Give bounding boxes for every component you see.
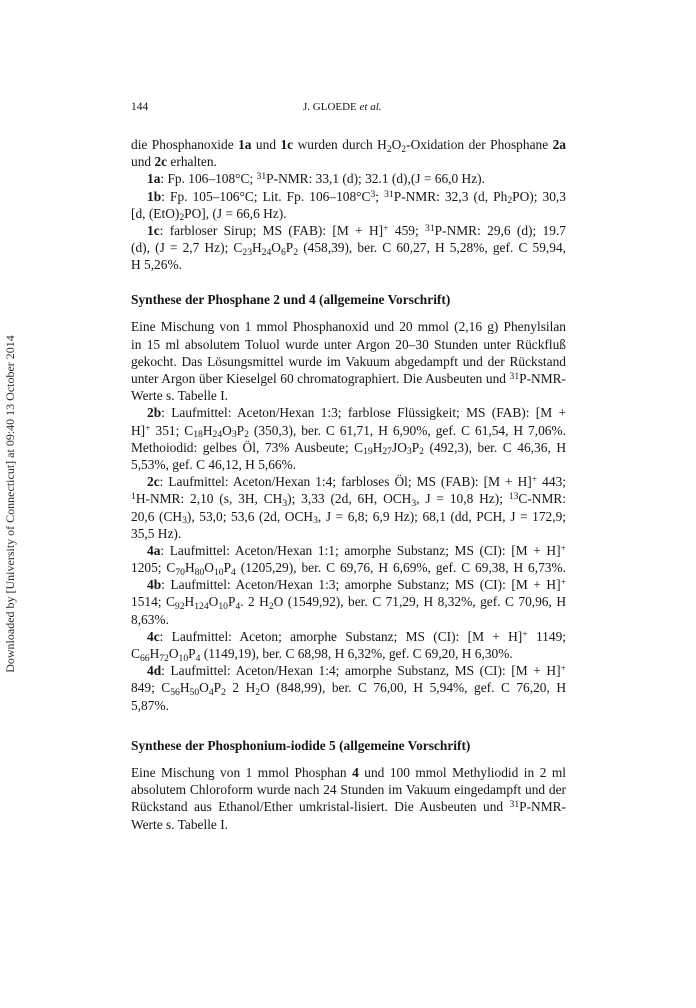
superscript: 31 (256, 171, 267, 183)
text-run: O (204, 560, 214, 576)
text-line (131, 508, 566, 525)
subscript: 3 (406, 446, 412, 458)
subscript: 4 (208, 687, 214, 699)
text-run: C-NMR: (518, 491, 567, 507)
text-run: H (149, 646, 160, 662)
text-line (131, 153, 566, 170)
text-run: in 15 ml absolutem Toluol wurde unter Argon 20–30 Stunden unter Rückfluß (131, 336, 566, 352)
section-heading: Synthese der Phosphonium-iodide 5 (allgemeine Vorschrift) (131, 737, 471, 753)
superscript: + (383, 222, 389, 234)
text-run: gekocht. Das Lösungsmittel wurde im Vakuum abgedampft und der Rückstand (131, 353, 566, 369)
compound-ref: 1b (147, 188, 162, 204)
compound-entry (131, 542, 566, 576)
text-run: (458,39), ber. C 60,27, H 5,28%, gef. C 59,94, (298, 240, 567, 256)
text-run: 35,5 Hz). (131, 525, 182, 541)
compound-entry (131, 170, 566, 187)
text-run: : Fp. 105–106°C; Lit. Fp. 106–108°C (161, 188, 371, 204)
compound-ref: 1c (147, 222, 160, 238)
superscript: + (560, 663, 566, 675)
subscript: 18 (193, 429, 203, 441)
text-run: O (208, 594, 219, 610)
subscript: 24 (212, 429, 223, 441)
subscript: 50 (189, 687, 200, 699)
text-run: erhalten. (167, 154, 217, 170)
subscript: 2 (507, 195, 513, 207)
superscript: 31 (509, 371, 520, 382)
text-line (131, 593, 566, 613)
article-body (131, 136, 566, 833)
text-line (131, 611, 566, 628)
subscript: 2 (386, 143, 392, 155)
text-run: H (372, 439, 383, 455)
text-run: P (213, 680, 222, 696)
text-run: P-NMR: 29,6 (d); 19.7 (434, 222, 566, 238)
text-run: 1514; C (131, 594, 175, 610)
text-line (131, 318, 566, 335)
text-run: : Laufmittel: Aceton/Hexan 1:3; amorphe Substanz; MS (CI): [M + H] (161, 577, 561, 593)
text-run: P (285, 240, 294, 256)
text-run: 5,87%. (131, 697, 169, 713)
text-run: unter Argon über Kieselgel 60 chromatographiert. Die Ausbeuten und (131, 371, 510, 387)
compound-entry (131, 404, 566, 473)
compound-ref: 2a (552, 137, 566, 152)
text-line (147, 404, 566, 421)
text-run: 459; (388, 222, 426, 238)
subscript: 3 (313, 515, 318, 527)
text-line (147, 473, 566, 490)
text-run: P (236, 422, 245, 438)
text-line (147, 222, 566, 239)
superscript: + (531, 474, 538, 486)
text-run: (1205,29), ber. C 69,76, H 6,69%, gef. C 69,38, H 6,73%. (235, 560, 566, 576)
compound-ref: 4a (147, 542, 161, 558)
subscript: 92 (174, 601, 185, 613)
subscript: 10 (178, 652, 189, 664)
text-run: ); 3,33 (2d, 6H, OCH (287, 491, 412, 507)
subscript: 4 (195, 652, 201, 664)
text-run: Methoiodid: gelbes Öl, 73% Ausbeute; C (131, 439, 364, 455)
text-run: O (391, 137, 402, 152)
text-line (131, 256, 566, 273)
subscript: 10 (218, 601, 228, 613)
text-run: und (251, 137, 281, 152)
text-run: O (222, 422, 232, 438)
running-head-authors: J. GLOEDE (303, 101, 360, 113)
subscript: 3 (231, 429, 237, 441)
text-line (147, 662, 566, 679)
compound-ref: 4b (147, 577, 162, 593)
download-watermark: Downloaded by [University of Connecticut] at 09:40 13 October 2014 (3, 335, 17, 673)
compound-entry (131, 576, 566, 628)
text-run: C (131, 646, 140, 662)
superscript: 13 (508, 491, 519, 503)
subscript: 3 (282, 498, 288, 510)
text-line (131, 456, 566, 473)
text-run: H] (131, 422, 146, 438)
compound-entry (131, 473, 566, 542)
text-line (147, 170, 566, 187)
compound-entry (131, 628, 566, 662)
text-run: Rückstand aus Ethanol/Ether umkristal-lisiert. Die Ausbeuten und (131, 799, 510, 815)
text-line (131, 798, 566, 815)
superscript: + (145, 422, 151, 434)
subscript: 2 (179, 212, 185, 224)
subscript: 2 (255, 687, 261, 699)
compound-ref: 1c (280, 137, 294, 152)
subscript: 2 (221, 687, 226, 699)
subscript: 124 (194, 601, 209, 613)
text-run: [d, (EtO) (131, 205, 180, 221)
text-run: (1149,19), ber. C 68,98, H 6,32%, gef. C 69,20, H 6,30%. (200, 646, 513, 662)
text-run: : Laufmittel: Aceton/Hexan 1:4; amorphe Substanz, MS (CI): [M + H] (161, 663, 561, 679)
subscript: 2 (268, 601, 274, 613)
text-run: 5,53%, gef. C 46,12, H 5,66%. (131, 456, 297, 472)
text-run: 849; C (131, 680, 171, 696)
text-run: 20,6 (CH (131, 508, 183, 524)
text-line (131, 525, 566, 542)
text-line (131, 439, 566, 456)
text-run: und (131, 154, 155, 170)
text-run: 8,63%. (131, 611, 169, 627)
subscript: 2 (244, 429, 249, 441)
subscript: 56 (170, 687, 180, 699)
text-run: und 100 mmol Methyliodid in 2 ml (358, 764, 566, 780)
superscript: + (560, 577, 566, 589)
superscript: + (522, 628, 528, 640)
text-line (147, 576, 566, 593)
text-run: 2 H (225, 680, 256, 696)
text-run: H (252, 240, 262, 256)
text-run: P-NMR- (519, 371, 566, 387)
text-run: ; (375, 188, 385, 204)
text-run: H 5,26%. (131, 257, 182, 273)
subscript: 66 (139, 652, 150, 664)
text-line (131, 239, 566, 256)
text-run: P-NMR: 33,1 (d); 32.1 (d),(J = 66,0 Hz). (266, 171, 485, 187)
text-run: ), 53,0; 53,6 (2d, OCH (186, 508, 314, 524)
text-line (131, 781, 566, 798)
page-number: 144 (131, 101, 149, 113)
text-run: P (411, 439, 420, 455)
text-run: Werte s. Tabelle I. (131, 388, 229, 404)
text-line (131, 816, 566, 833)
text-run: . 2 H (240, 594, 269, 610)
text-line (131, 559, 566, 576)
text-line (147, 628, 566, 645)
subscript: 27 (382, 446, 392, 458)
compound-ref: 4 (352, 764, 359, 780)
subscript: 2 (293, 246, 299, 258)
text-run: O (168, 646, 179, 662)
subscript: 19 (363, 446, 373, 458)
text-run: Werte s. Tabelle I. (131, 816, 229, 832)
text-run: (d), (J = 2,7 Hz); C (131, 240, 243, 256)
text-run: -Oxidation der Phosphane (406, 137, 553, 152)
subscript: 2 (419, 446, 424, 458)
text-run: (350,3), ber. C 61,71, H 6,90%, gef. C 61,54, H 7,06%. (248, 422, 566, 438)
text-run: die Phosphanoxide (131, 137, 239, 152)
text-line (131, 136, 566, 153)
text-run: 443; (537, 474, 566, 490)
paragraph (131, 764, 566, 833)
text-line (131, 490, 567, 510)
compound-ref: 4c (147, 628, 160, 644)
subscript: 70 (175, 566, 185, 578)
running-head (303, 100, 382, 114)
superscript: 3 (370, 188, 376, 200)
text-run: H-NMR: 2,10 (s, 3H, CH (135, 491, 283, 507)
text-run: : farbloser Sirup; MS (FAB): [M + H] (159, 222, 384, 238)
subscript: 6 (280, 246, 286, 258)
text-run: P-NMR- (519, 799, 566, 815)
subscript: 2 (401, 143, 407, 155)
text-line (131, 764, 566, 781)
superscript: + (560, 542, 566, 554)
text-run: 351; C (150, 422, 194, 438)
text-run: H (184, 594, 195, 610)
text-run: wurden durch H (293, 137, 387, 152)
text-run: , J = 10,8 Hz); (416, 491, 509, 507)
text-run: 1149; (527, 628, 566, 644)
subscript: 4 (235, 601, 241, 613)
text-run: 1205; C (131, 560, 176, 576)
text-line (131, 679, 567, 699)
text-run: : Laufmittel: Aceton/Hexan 1:1; amorphe Substanz; MS (CI): [M + H] (160, 542, 561, 558)
subscript: 24 (261, 246, 272, 258)
text-run: Eine Mischung von 1 mmol Phosphan (131, 764, 353, 780)
superscript: 31 (509, 799, 520, 811)
text-run: : Fp. 106–108°C; (160, 171, 257, 187)
text-run: : Laufmittel: Aceton/Hexan 1:4; farbloses Öl; MS (FAB): [M + H] (159, 474, 532, 490)
text-line (147, 188, 566, 205)
subscript: 3 (411, 498, 417, 510)
text-line (131, 205, 566, 222)
text-line (131, 353, 566, 370)
superscript: 31 (384, 188, 394, 200)
text-run: O (1549,92), ber. C 71,29, H 8,32%, gef. C 70,96, H (273, 594, 566, 610)
text-run: , J = 6,8; 6,9 Hz); 68,1 (dd, PCH, J = 172,9; (317, 508, 566, 524)
compound-ref: 2c (147, 474, 160, 490)
text-run: : Laufmittel: Aceton/Hexan 1:3; farblose Flüssigkeit; MS (FAB): [M + (161, 405, 566, 421)
running-head-et-al: et al. (359, 101, 382, 113)
compound-entry (131, 188, 566, 222)
text-run: H (202, 422, 213, 438)
text-run: PO], (J = 66,6 Hz). (184, 205, 287, 221)
paragraph (131, 318, 566, 404)
compound-ref: 1a (238, 137, 252, 152)
text-run: O (199, 680, 209, 696)
subscript: 10 (213, 566, 224, 578)
text-line (147, 542, 566, 559)
text-line (131, 697, 566, 714)
text-run: P-NMR: 32,3 (d, Ph (393, 188, 508, 204)
text-run: absolutem Chloroform wurde nach 24 Stunden im Vakuum eingedampft und der (131, 782, 566, 798)
compound-ref: 2c (154, 154, 168, 170)
compound-entry (131, 222, 566, 274)
text-line (131, 387, 566, 404)
text-run: P (188, 646, 196, 662)
text-run: JO (391, 439, 407, 455)
compound-ref: 2b (147, 405, 162, 421)
superscript: 31 (425, 222, 435, 234)
text-run: O (271, 240, 281, 256)
subscript: 72 (159, 652, 169, 664)
text-run: P (223, 560, 232, 576)
subscript: 80 (194, 566, 205, 578)
text-run: H (184, 560, 195, 576)
compound-ref: 4d (147, 663, 162, 679)
text-line (131, 422, 566, 439)
compound-ref: 1a (147, 171, 161, 187)
text-line (131, 336, 566, 353)
text-line (131, 645, 566, 662)
text-run: O (848,99), ber. C 76,00, H 5,94%, gef. C 76,20, H (260, 680, 567, 696)
text-line (131, 370, 566, 387)
paragraph (131, 136, 566, 170)
text-run: P (227, 594, 236, 610)
section-heading: Synthese der Phosphane 2 und 4 (allgemeine Vorschrift) (131, 292, 451, 308)
text-run: PO); 30,3 (512, 188, 566, 204)
text-run: : Laufmittel: Aceton; amorphe Substanz; MS (CI): [M + H] (159, 628, 523, 644)
text-run: Eine Mischung von 1 mmol Phosphanoxid und 20 mmol (2,16 g) Phenylsilan (131, 319, 566, 335)
subscript: 3 (182, 515, 187, 527)
subscript: 23 (242, 246, 252, 258)
subscript: 4 (231, 566, 236, 578)
text-run: (492,3), ber. C 46,36, H (423, 439, 566, 455)
text-run: H (179, 680, 190, 696)
superscript: 1 (131, 491, 136, 503)
compound-entry (131, 662, 566, 714)
